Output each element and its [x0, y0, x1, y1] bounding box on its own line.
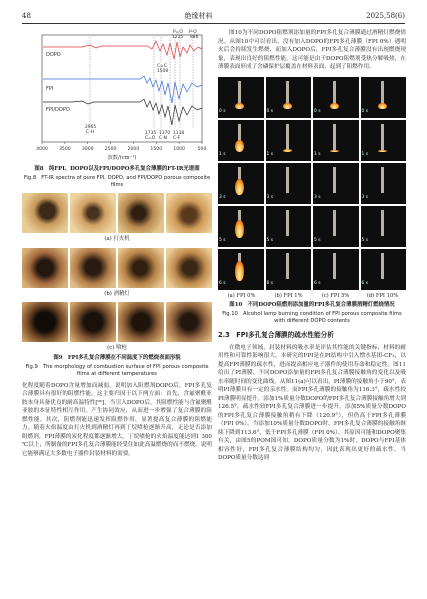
burn-photo: [118, 248, 164, 288]
annot-1508: 1508: [157, 69, 169, 74]
annot-1370: 1370: [159, 131, 171, 136]
burn-photo: [166, 248, 212, 288]
time-label: 1 s: [314, 152, 321, 157]
time-label: 5 s: [219, 238, 226, 243]
x-tick-label: 1500: [150, 147, 163, 152]
film-strip: [333, 253, 336, 279]
time-label: 0 s: [361, 109, 368, 114]
fig9-row-b: [22, 248, 212, 288]
burn-photo: [70, 302, 116, 342]
burn-frame: [361, 206, 407, 247]
burn-frame: [218, 206, 264, 247]
annot-po: P=O: [173, 30, 183, 35]
burn-photo: [166, 302, 212, 342]
series-dopo-line: [43, 41, 202, 59]
fig10-caption-cn: 图10 不同DOPO阻燃剂添加量的FPI多孔复合薄膜酒精灯燃烧情况: [229, 302, 395, 308]
fig9-sub-a: (a) 打火机: [104, 236, 130, 242]
flame: [235, 103, 244, 109]
fig10-label-d: (d) FPI 10%: [366, 292, 399, 299]
burn-frame: [313, 206, 359, 247]
fig9-sub-b: (b) 酒精灯: [104, 290, 130, 297]
flame: [330, 150, 339, 152]
burn-photo: [22, 193, 68, 233]
annot-1735: 1735: [145, 131, 157, 136]
x-tick-label: 3500: [59, 147, 71, 152]
burn-photo: [70, 193, 116, 233]
x-ticks: [36, 142, 206, 152]
burn-photo: [70, 248, 116, 288]
time-label: 1 s: [219, 152, 226, 157]
film-strip: [286, 253, 289, 279]
x-tick-label: 2500: [104, 147, 117, 152]
annot-p-o: P-O: [189, 30, 197, 35]
fig8-caption-cn: 图8 纯FPI、DOPO以及FPI/DOPO多孔复合薄膜的FT-IR光谱图: [34, 166, 200, 172]
x-tick-label: 1000: [173, 147, 185, 152]
annot-cc: C=C: [157, 64, 167, 69]
burn-photo: [118, 193, 164, 233]
burn-frame: [218, 120, 264, 161]
film-strip: [286, 124, 289, 150]
flame: [235, 261, 244, 281]
burn-frame: [361, 249, 407, 290]
burn-frame: [266, 77, 312, 118]
fig9-caption-en: Fig.9 The morphology of combustion surface of FPI porous composite films at different temperatures: [25, 363, 209, 377]
time-label: 6 s: [361, 281, 368, 286]
film-strip: [286, 167, 289, 193]
time-label: 5 s: [361, 238, 368, 243]
time-label: 6 s: [266, 281, 273, 286]
burn-frame: [361, 120, 407, 161]
annot-ch: C-H: [86, 130, 94, 135]
time-label: 6 s: [219, 281, 226, 286]
time-label: 1 s: [361, 152, 368, 157]
burn-frame: [361, 77, 407, 118]
time-label: 0 s: [266, 109, 273, 114]
time-label: 0 s: [219, 109, 226, 114]
fig9-row-a: [22, 193, 212, 233]
burn-photo: [22, 302, 68, 342]
time-label: 0 s: [314, 109, 321, 114]
header-rule: [22, 23, 405, 24]
annot-cf: C-F: [173, 136, 181, 141]
burn-photo: [118, 302, 164, 342]
plot-frame: [42, 35, 202, 142]
section-heading: 2.3 FPI多孔复合薄膜的疏水性能分析: [218, 331, 334, 339]
x-axis-label: 波数/(cm⁻¹): [107, 155, 137, 161]
burn-frame: [313, 249, 359, 290]
burn-frame: [266, 163, 312, 204]
left-body-text: 化程度随着DOPO含量增加而减弱，说明加入阻燃剂DOPO后，FPI多孔复合薄膜具有很好的阻燃性能。这主要归因于以下两方面：首先，含氟聚酰亚胺本身具备优良的耐高温特性[⁹⁶]，当引入DOPO后，其阻燃性能与含氟聚酰亚胺的本征特性相互作用，产生协同效应，从而进一步增强了复合薄膜的阻燃性能。其次，阻燃剂能迅速发挥阻燃作用，显著提高复合薄膜的阻燃能力。随着火焰温度由打火机到酒精灯再到丁烷喷枪逐渐升高，无论是否添加阻燃剂，FPI薄膜的炭化程度都逐渐增大。丁烷喷枪的火焰温度能达到1 300 ℃以上，所制备的FPI多孔复合薄膜能经受住如此高温燃烧的而不燃烧，说明它能够满足大多数电子器件封装材料的需要。: [22, 382, 212, 457]
film-strip: [286, 210, 289, 236]
burn-frame: [218, 77, 264, 118]
time-label: 6 s: [314, 281, 321, 286]
ftir-chart: [22, 29, 212, 164]
time-label: 5 s: [314, 238, 321, 243]
right-body-text-1: 图10为不同DOPO阻燃剂添加量的FPI多孔复合薄膜通过酒精灯燃烧情况。从图10中可以看出，没有加入DOPO的FPI多孔薄膜（FPI 0%）遇明火后会持续发生燃烧，而加入DOPO后，FPI多孔复合薄膜没有出现燃烧现象，表现出良好的阻燃性能。这可能是由于DOPO阻燃剂受热分解吸热，在薄膜表面形成了含磷保护层覆盖在材料表面，起到了阻燃作用。: [218, 30, 406, 70]
legend-fpi-dopo: FPI/DOPO: [46, 107, 70, 113]
burn-photo: [22, 248, 68, 288]
film-strip: [381, 124, 384, 150]
burn-frame: [266, 249, 312, 290]
fig10-label-a: (a) FPI 0%: [227, 292, 256, 299]
ftir-svg: [22, 29, 212, 164]
time-label: 3 s: [219, 195, 226, 200]
issue-info: 2025,58(6): [366, 12, 405, 20]
burn-frame: [313, 163, 359, 204]
annot-cn: C-N: [159, 136, 167, 141]
film-strip: [381, 253, 384, 279]
fig10-label-b: (b) FPI 1%: [274, 292, 303, 299]
burn-frame: [313, 120, 359, 161]
film-strip: [333, 167, 336, 193]
left-column: [22, 29, 212, 458]
flame: [283, 149, 292, 152]
annot-co: C=O: [145, 136, 156, 141]
fig8-caption-en: Fig.8 FT-IR spectra of pure FPI, DOPO, and FPI/DOPO porous composite films: [23, 175, 211, 188]
flame: [330, 103, 339, 109]
burn-frame: [218, 163, 264, 204]
annot-1225: 1225: [172, 35, 184, 40]
legend-dopo: DOPO: [46, 52, 61, 58]
right-column: [218, 29, 406, 463]
burn-photo: [166, 193, 212, 233]
flame: [378, 150, 387, 152]
flame: [235, 179, 244, 195]
x-tick-label: 4000: [36, 147, 48, 152]
burn-frame: [266, 206, 312, 247]
fig10-photo-grid: [218, 77, 406, 290]
page-number: 48: [22, 12, 31, 20]
fig10-label-c: (c) FPI 5%: [321, 292, 350, 299]
right-body-text-2: 在微电子领域，封装材料的吸水率是评估其性能的关键指标，材料的耐用性和可靠性影响很大。本研究的FPI是在PI结构中引入憎水基团-CF₃，以提高FPI薄膜的疏水性，进而提高相应电子器件的使用寿命和稳定性。图11给出了PI薄膜、不同DOPO添加量的FPI多孔复合薄膜接触角的变化以及吸水率随时间的变化曲线。从图11(a)可以看出，PI薄膜的接触角小于90°，表明PI薄膜具有一定的亲水性。而FPI多孔薄膜的接触角为116.3°，疏水性较PI薄膜明显提升。添加1%质量分数DOPO的FPI多孔复合薄膜接触角增大到126.5°，疏水性较FPI多孔复合薄膜进一步提升。添加5%质量分数DOPO的FPI多孔复合薄膜接触角稍有下降（120.9°），但仍高于FPI多孔薄膜（FPI 0%）。当添加10%质量分数DOPO时，FPI多孔复合薄膜的接触角继续下降到113.6°，低于FPI多孔薄膜（FPI 0%）。其原因可能和DOPO聚集有关，由图5的POM图可知，DOPO质量分数为1%时，DOPO与FPI基体相容性好，FPI多孔复合薄膜结构均匀，因此表现出更好的疏水性。当DOPO质量分数达到: [218, 344, 406, 461]
series-fpi-line: [43, 76, 202, 103]
fig9-row-c: [22, 302, 212, 342]
burn-frame: [218, 249, 264, 290]
film-strip: [333, 124, 336, 150]
fig10-caption-en: Fig.10 Alcohol lamp burning condition of FPI porous composite films with different DOPO contents: [222, 311, 402, 324]
annot-2965: 2965: [85, 125, 97, 130]
flame: [235, 140, 244, 152]
burn-frame: [361, 163, 407, 204]
journal-name: 绝缘材料: [184, 12, 213, 20]
running-header: [22, 10, 405, 22]
burn-frame: [266, 120, 312, 161]
flame: [283, 103, 292, 109]
annot-886: 886: [190, 35, 199, 40]
film-strip: [333, 210, 336, 236]
time-label: 3 s: [266, 195, 273, 200]
legend-fpi: FPI: [46, 86, 54, 92]
annot-1138: 1138: [173, 131, 185, 136]
time-label: 5 s: [266, 238, 273, 243]
time-label: 3 s: [314, 195, 321, 200]
film-strip: [381, 167, 384, 193]
burn-frame: [313, 77, 359, 118]
x-tick-label: 500: [197, 147, 207, 152]
fig10-column-labels: [218, 292, 406, 301]
time-label: 3 s: [361, 195, 368, 200]
x-tick-label: 3000: [81, 147, 94, 152]
fig9-caption-cn: 图9 FPI多孔复合薄膜在不同温度下的燃烧表面形貌: [53, 354, 181, 361]
film-strip: [381, 210, 384, 236]
flame: [235, 220, 244, 238]
x-tick-label: 2000: [127, 147, 140, 152]
time-label: 1 s: [266, 152, 273, 157]
flame: [378, 103, 387, 109]
fig9-sub-c: (c) 喷枪: [107, 345, 127, 351]
